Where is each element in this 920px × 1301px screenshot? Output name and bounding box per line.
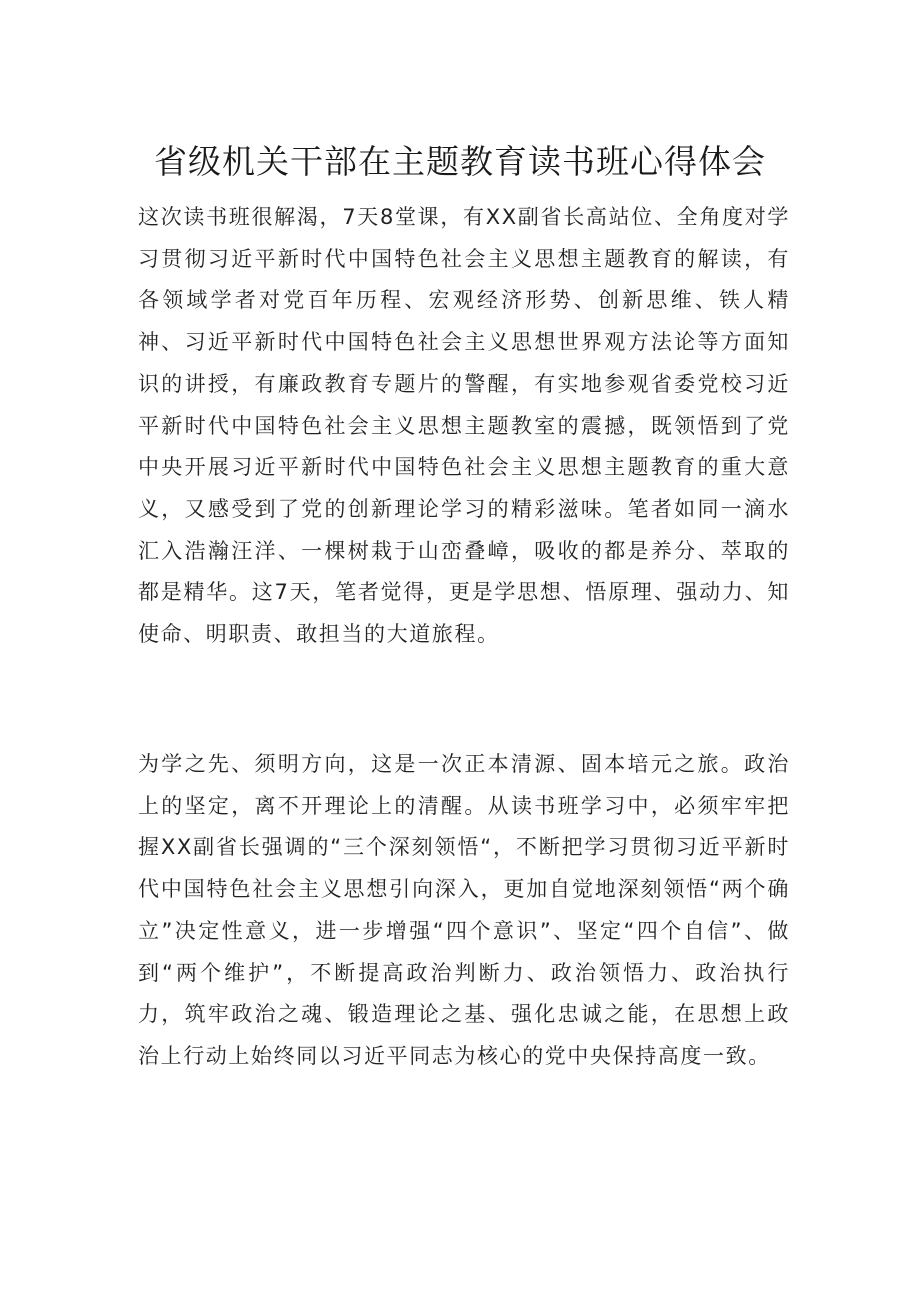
document-title: 省级机关干部在主题教育读书班心得体会 [154,142,766,181]
body-paragraph-1: 这次读书班很解渴，7天8堂课，有XX副省长高站位、全角度对学习贯彻习近平新时代中国特色社会主义思想主题教育的解读，有各领域学者对党百年历程、宏观经济形势、创新思维、铁人精神、习近平新时代中国特色社会主义思想世界观方法论等方面知识的讲授，有廉政教育专题片的警醒，有实地参观省委党校习近平新时代中国特色社会主义思想主题教室的震撼，既领悟到了党中央开展习近平新时代中国特色社会主义思想主题教育的重大意义，又感受到了党的创新理论学习的精彩滋味。笔者如同一滴水汇入浩瀚汪洋、一棵树栽于山峦叠嶂，吸收的都是养分、萃取的都是精华。这7天，笔者觉得，更是学思想、悟原理、强动力、知使命、明职责、敢担当的大道旅程。 [138,205,790,647]
body-paragraph-2: 为学之先、须明方向，这是一次正本清源、固本培元之旅。政治上的坚定，离不开理论上的清醒。从读书班学习中，必须牢牢把握XX副省长强调的“三个深刻领悟“，不断把学习贯彻习近平新时代中国特色社会主义思想引向深入，更加自觉地深刻领悟“两个确立”决定性意义，进一步增强“四个意识”、坚定“四个自信”、做到“两个维护”，不断提高政治判断力、政治领悟力、政治执行力，筑牢政治之魂、锻造理论之基、强化忠诚之能，在思想上政治上行动上始终同以习近平同志为核心的党中央保持高度一致。 [138,752,790,1068]
